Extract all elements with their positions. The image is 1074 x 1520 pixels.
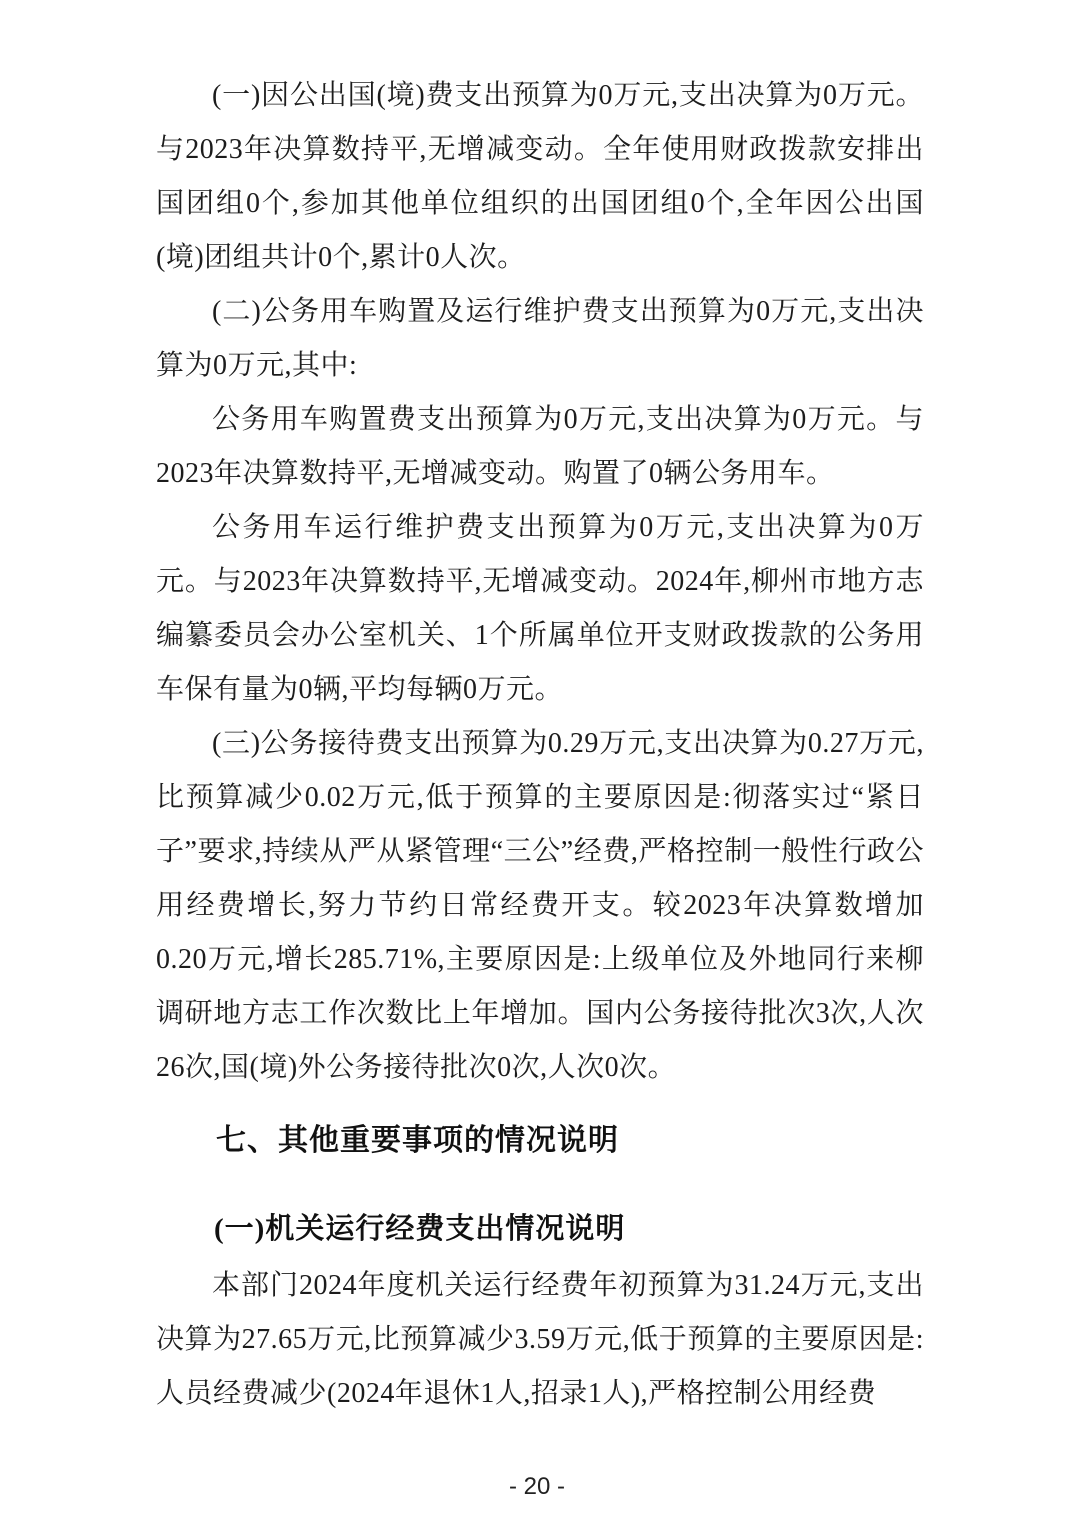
page-number: - 20 - (508, 1473, 565, 1500)
paragraph-vehicle-maintenance-expense: 公务用车运行维护费支出预算为0万元,支出决算为0万元。与2023年决算数持平,无增减变动。2024年,柳州市地方志编纂委员会办公室机关、1个所属单位开支财政拨款的公务用车保有量为0辆,平均每辆0万元。 (156, 512, 924, 705)
paragraph-official-vehicle-total: (二)公务用车购置及运行维护费支出预算为0万元,支出决算为0万元,其中: (156, 296, 924, 381)
paragraph-overseas-travel-expense: (一)因公出国(境)费支出预算为0万元,支出决算为0万元。与2023年决算数持平,无增减变动。全年使用财政拨款安排出国团组0个,参加其他单位组织的出国团组0个,全年因公出国(境)团组共计0个,累计0人次。 (156, 80, 924, 273)
subsection-heading-agency-operating-expense: (一)机关运行经费支出情况说明 (214, 1213, 626, 1245)
paragraph-operating-expense-detail: 本部门2024年度机关运行经费年初预算为31.24万元,支出决算为27.65万元,比预算减少3.59万元,低于预算的主要原因是:人员经费减少(2024年退休1人,招录1人),严格控制公用经费 (156, 1270, 924, 1409)
paragraph-vehicle-purchase-expense: 公务用车购置费支出预算为0万元,支出决算为0万元。与2023年决算数持平,无增减变动。购置了0辆公务用车。 (156, 404, 924, 489)
document-body (156, 69, 924, 1421)
section-heading-other-important-matters: 七、其他重要事项的情况说明 (216, 1124, 619, 1157)
paragraph-official-reception-expense: (三)公务接待费支出预算为0.29万元,支出决算为0.27万元,比预算减少0.02万元,低于预算的主要原因是:彻落实过“紧日子”要求,持续从严从紧管理“三公”经费,严格控制一般性行政公用经费增长,努力节约日常经费开支。较2023年决算数增加0.20万元,增长285.71%,主要原因是:上级单位及外地同行来柳调研地方志工作次数比上年增加。国内公务接待批次3次,人次26次,国(境)外公务接待批次0次,人次0次。 (156, 728, 924, 1083)
